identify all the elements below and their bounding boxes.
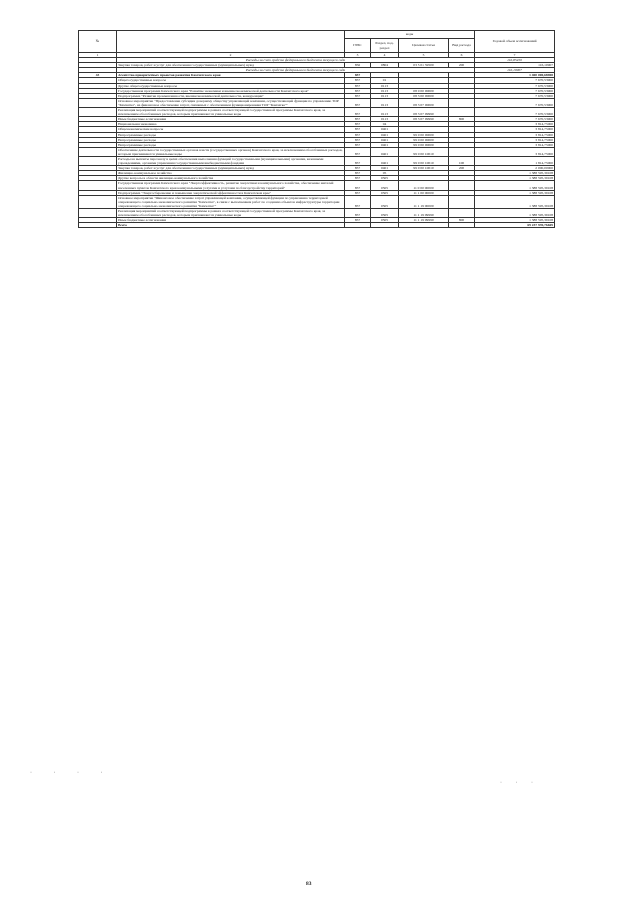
cell-sum: 7 670,53900 bbox=[475, 78, 555, 83]
cell-section: 0113 bbox=[371, 93, 399, 98]
cell-name: Непрограммные расходы bbox=[117, 142, 345, 147]
cell-name: Государственная программа Камчатского края "Развитие экономики и внешнеэкономической деятельности Камчатского края" bbox=[117, 88, 345, 93]
cell-section: 0401 bbox=[371, 142, 399, 147]
cell-no bbox=[79, 195, 117, 208]
cell-grbs: 857 bbox=[345, 166, 371, 171]
cell-no bbox=[79, 156, 117, 165]
cell-name: Национальная экономика bbox=[117, 122, 345, 127]
cell-target: 08 3 07 09990 bbox=[399, 117, 449, 122]
cell-exptype bbox=[449, 181, 475, 190]
table-row bbox=[79, 195, 555, 208]
cell-section: 0401 bbox=[371, 147, 399, 156]
cell-section: 04 bbox=[371, 122, 399, 127]
cell-sum: 1 388 595,39108 bbox=[475, 171, 555, 176]
cell-no bbox=[79, 223, 117, 228]
cell-sum: 3 814,75000 bbox=[475, 127, 555, 132]
table-body bbox=[79, 58, 555, 228]
table-row bbox=[79, 209, 555, 218]
cell-no bbox=[79, 181, 117, 190]
cell-grbs: 857 bbox=[345, 176, 371, 181]
cell-target: 99 0 00 00000 bbox=[399, 132, 449, 137]
cell-section: 0401 bbox=[371, 127, 399, 132]
cell-sum: 7 670,53900 bbox=[475, 98, 555, 107]
budget-table-sheet bbox=[78, 30, 554, 228]
cell-target: 08 3 07 09990 bbox=[399, 108, 449, 117]
cell-target: 11 1 19 00000 bbox=[399, 195, 449, 208]
cell-grbs: 857 bbox=[345, 127, 371, 132]
cell-section: 0804 bbox=[371, 63, 399, 68]
cell-grbs: 857 bbox=[345, 209, 371, 218]
cell-sum: 1 814,75000 bbox=[475, 156, 555, 165]
cell-sum: 116,10907 bbox=[475, 68, 555, 73]
cell-grbs: 857 bbox=[345, 190, 371, 195]
cell-sum: 1 388 595,39108 bbox=[475, 195, 555, 208]
cell-grbs: 857 bbox=[345, 132, 371, 137]
cell-sum: 69 237 939,76669 bbox=[475, 223, 555, 228]
cell-exptype bbox=[449, 223, 475, 228]
cell-target: 11 0 00 00000 bbox=[399, 181, 449, 190]
cell-section: 0505 bbox=[371, 218, 399, 223]
cell-section: 0505 bbox=[371, 190, 399, 195]
cell-exptype: 800 bbox=[449, 218, 475, 223]
cell-name: Закупка товаров, работ и услуг для обеспечения государственных (муниципальных) нужд bbox=[117, 63, 345, 68]
table-row bbox=[79, 156, 555, 165]
cell-name: Реализация мероприятий соответствующей подпрограммы в рамках соответствующей государственной программы Камчатского края, за исключением обособленных расходов, которым присваиваются уникальные коды bbox=[117, 209, 345, 218]
cell-exptype bbox=[449, 195, 475, 208]
cell-sum: 7 670,53900 bbox=[475, 117, 555, 122]
cell-name: Всего bbox=[117, 223, 345, 228]
cell-sum: 7 670,53900 bbox=[475, 88, 555, 93]
cell-sum: 3 814,75000 bbox=[475, 122, 555, 127]
scan-noise: · · · · bbox=[30, 770, 113, 776]
col-header-codes: коды bbox=[345, 31, 475, 39]
cell-grbs: 857 bbox=[345, 83, 371, 88]
cell-target: 11 1 19 09990 bbox=[399, 209, 449, 218]
cell-name: Основное мероприятие "Финансовое обеспечение затрат управляющей компании, осуществляющей функции по управлению территорией опережающего социально-экономического развития "Камчатка", в связи с выполнением работ по созданию объектов инфраструктуры территории опережающего социально-экономического развития "Камчатка"" bbox=[117, 195, 345, 208]
col-number: 7 bbox=[475, 53, 555, 58]
cell-name: Реализация мероприятий соответствующей подпрограммы в рамках соответствующей государственной программы Камчатского края, за исключением обособленных расходов, которым присваиваются уникальные коды bbox=[117, 108, 345, 117]
cell-name: Государственная программа Камчатского края "Энергоэффективность, развитие энергетики и коммунального хозяйства, обеспечение жителей населенных пунктов Камчатского края коммунальными услугами и услугами по благоустройству территорий" bbox=[117, 181, 345, 190]
cell-section: 0113 bbox=[371, 98, 399, 107]
cell-grbs: 857 bbox=[345, 93, 371, 98]
table-row bbox=[79, 108, 555, 117]
cell-grbs: 856 bbox=[345, 63, 371, 68]
cell-no bbox=[79, 209, 117, 218]
cell-note: Расходы за счет средств федерального бюджета текущего года bbox=[117, 68, 475, 73]
cell-note: Расходы за счет средств федерального бюджета текущего года bbox=[117, 58, 475, 63]
cell-section: 0113 bbox=[371, 83, 399, 88]
col-number: 3 bbox=[345, 53, 371, 58]
col-header-exptype: Вид расхода bbox=[449, 39, 475, 53]
cell-name: Расходы на выплаты персоналу в целях обеспечения выполнения функций государственными (муниципальными) органами, казенными учреждениями, органами управления государственными внебюджетными фондами bbox=[117, 156, 345, 165]
cell-exptype bbox=[449, 147, 475, 156]
cell-section: 01 bbox=[371, 78, 399, 83]
cell-name: Иные бюджетные ассигнования bbox=[117, 218, 345, 223]
cell-section: 0113 bbox=[371, 88, 399, 93]
cell-sum: 1 388 595,39108 bbox=[475, 218, 555, 223]
cell-section: 0113 bbox=[371, 108, 399, 117]
cell-target: 99 0 00 10010 bbox=[399, 147, 449, 156]
cell-name: Обеспечение деятельности государственных органов власти (государственных органов) Камчатского края, за исключением обособленных расходов, которым присваиваются уникальные коды bbox=[118, 147, 343, 156]
col-header-no: № bbox=[79, 31, 117, 53]
cell-sum: 2 000,00000 bbox=[475, 166, 555, 171]
scan-noise: · · · bbox=[500, 780, 539, 786]
cell-grbs: 857 bbox=[345, 98, 371, 107]
cell-sum: 3 814,75000 bbox=[475, 142, 555, 147]
cell-section: 0505 bbox=[371, 195, 399, 208]
table-row bbox=[79, 98, 555, 107]
cell-target: 11 1 00 00000 bbox=[399, 190, 449, 195]
cell-sum: 1 388 595,39108 bbox=[475, 181, 555, 190]
cell-target: 99 0 00 10010 bbox=[399, 156, 449, 165]
cell-grbs: 857 bbox=[345, 156, 371, 165]
cell-target bbox=[399, 223, 449, 228]
cell-target: 03 5 01 59500 bbox=[399, 63, 449, 68]
cell-no bbox=[79, 98, 117, 107]
col-number: 1 bbox=[79, 53, 117, 58]
cell-target: 08 3 07 00000 bbox=[399, 98, 449, 107]
cell-exptype: 200 bbox=[449, 166, 475, 171]
page-number: 83 bbox=[306, 881, 312, 887]
cell-grbs: 857 bbox=[345, 195, 371, 208]
cell-grbs: 857 bbox=[345, 117, 371, 122]
cell-grbs: 857 bbox=[345, 108, 371, 117]
cell-name: Непрограммные расходы bbox=[117, 132, 345, 137]
cell-name: Закупка товаров, работ и услуг для обеспечения государственных (муниципальных) нужд bbox=[117, 166, 345, 171]
cell-section: 0401 bbox=[371, 166, 399, 171]
cell-grbs bbox=[345, 223, 371, 228]
cell-exptype: 100 bbox=[449, 156, 475, 165]
cell-exptype bbox=[449, 98, 475, 107]
col-number: 6 bbox=[449, 53, 475, 58]
cell-target: 08 0 00 00000 bbox=[399, 88, 449, 93]
cell-section: 0401 bbox=[371, 132, 399, 137]
cell-sum: 3 814,75000 bbox=[475, 137, 555, 142]
budget-table bbox=[78, 30, 555, 228]
cell-no: 43 bbox=[79, 73, 117, 78]
cell-sum: 3 814,75000 bbox=[475, 147, 555, 156]
cell-sum: 1 388 595,39108 bbox=[475, 176, 555, 181]
table-row bbox=[79, 223, 555, 228]
cell-section bbox=[371, 223, 399, 228]
cell-name: Агентство приоритетных проектов развития Камчатского края bbox=[117, 73, 345, 78]
cell-name: Иные бюджетные ассигнования bbox=[117, 117, 345, 122]
col-header-target: Целевая статья bbox=[399, 39, 449, 53]
table-row bbox=[79, 181, 555, 190]
cell-target: 11 1 19 09990 bbox=[399, 218, 449, 223]
cell-sum: 7 670,53900 bbox=[475, 83, 555, 88]
col-number: 2 bbox=[117, 53, 345, 58]
cell-name: Другие вопросы в области жилищно-коммунального хозяйства bbox=[117, 176, 345, 181]
cell-target: 99 0 00 00000 bbox=[399, 137, 449, 142]
cell-section: 0401 bbox=[371, 137, 399, 142]
cell-section: 0113 bbox=[371, 117, 399, 122]
cell-no bbox=[79, 147, 117, 156]
cell-exptype bbox=[449, 108, 475, 117]
cell-name: Общегосударственные вопросы bbox=[117, 78, 345, 83]
cell-grbs: 857 bbox=[345, 142, 371, 147]
cell-grbs: 857 bbox=[345, 181, 371, 190]
col-header-grbs: ГРБС bbox=[345, 39, 371, 53]
cell-exptype bbox=[449, 209, 475, 218]
cell-name: Подпрограмма "Энергосбережение и повышение энергетической эффективности в Камчатском крае" bbox=[117, 190, 345, 195]
cell-grbs: 857 bbox=[345, 88, 371, 93]
cell-sum: 7 670,53900 bbox=[475, 108, 555, 117]
col-number: 5 bbox=[399, 53, 449, 58]
cell-grbs: 857 bbox=[345, 171, 371, 176]
col-header-volume: Годовой объем ассигнований bbox=[475, 31, 555, 53]
cell-sum: 3 814,75000 bbox=[475, 132, 555, 137]
cell-grbs: 857 bbox=[345, 73, 371, 78]
cell-name: Непрограммные расходы bbox=[117, 137, 345, 142]
cell-section: 0505 bbox=[371, 181, 399, 190]
cell-section: 0505 bbox=[371, 209, 399, 218]
cell-section: 05 bbox=[371, 171, 399, 176]
cell-sum: 1 400 000,68908 bbox=[475, 73, 555, 78]
cell-sum: 116,10907 bbox=[475, 63, 555, 68]
cell-target: 99 0 00 10010 bbox=[399, 166, 449, 171]
cell-target: 08 3 00 00000 bbox=[399, 93, 449, 98]
cell-target: 99 0 00 00000 bbox=[399, 142, 449, 147]
cell-exptype: 200 bbox=[449, 63, 475, 68]
table-row bbox=[79, 147, 555, 156]
col-header-name bbox=[117, 31, 345, 53]
cell-name: Подпрограмма "Развитие промышленности, внешнеэкономической деятельности, конкуренции" bbox=[117, 93, 345, 98]
cell-section: 0401 bbox=[371, 156, 399, 165]
cell-sum: 1 388 595,39108 bbox=[475, 190, 555, 195]
col-header-section: Раздел, под-раздел bbox=[371, 39, 399, 53]
cell-grbs: 857 bbox=[345, 122, 371, 127]
cell-exptype: 800 bbox=[449, 117, 475, 122]
cell-grbs: 857 bbox=[345, 137, 371, 142]
cell-grbs: 857 bbox=[345, 218, 371, 223]
cell-name: Жилищно-коммунальное хозяйство bbox=[117, 171, 345, 176]
cell-grbs: 857 bbox=[345, 147, 371, 156]
cell-sum: 1 388 595,39108 bbox=[475, 209, 555, 218]
cell-name: Основное мероприятие "Предоставление субсидии дочернему обществу управляющей компании, осуществляющей функции по управлению ТОР "Камчатка", на финансовое обеспечение затрат, связанных с обеспечением функционирования ТОР "Камчатка"" bbox=[117, 98, 345, 107]
cell-name: Общеэкономические вопросы bbox=[117, 127, 345, 132]
cell-grbs: 857 bbox=[345, 78, 371, 83]
cell-sum: 116,85450 bbox=[475, 58, 555, 63]
cell-section: 0505 bbox=[371, 176, 399, 181]
cell-no bbox=[79, 108, 117, 117]
col-number: 4 bbox=[371, 53, 399, 58]
cell-name: Другие общегосударственные вопросы bbox=[117, 83, 345, 88]
cell-sum: 7 670,53900 bbox=[475, 93, 555, 98]
